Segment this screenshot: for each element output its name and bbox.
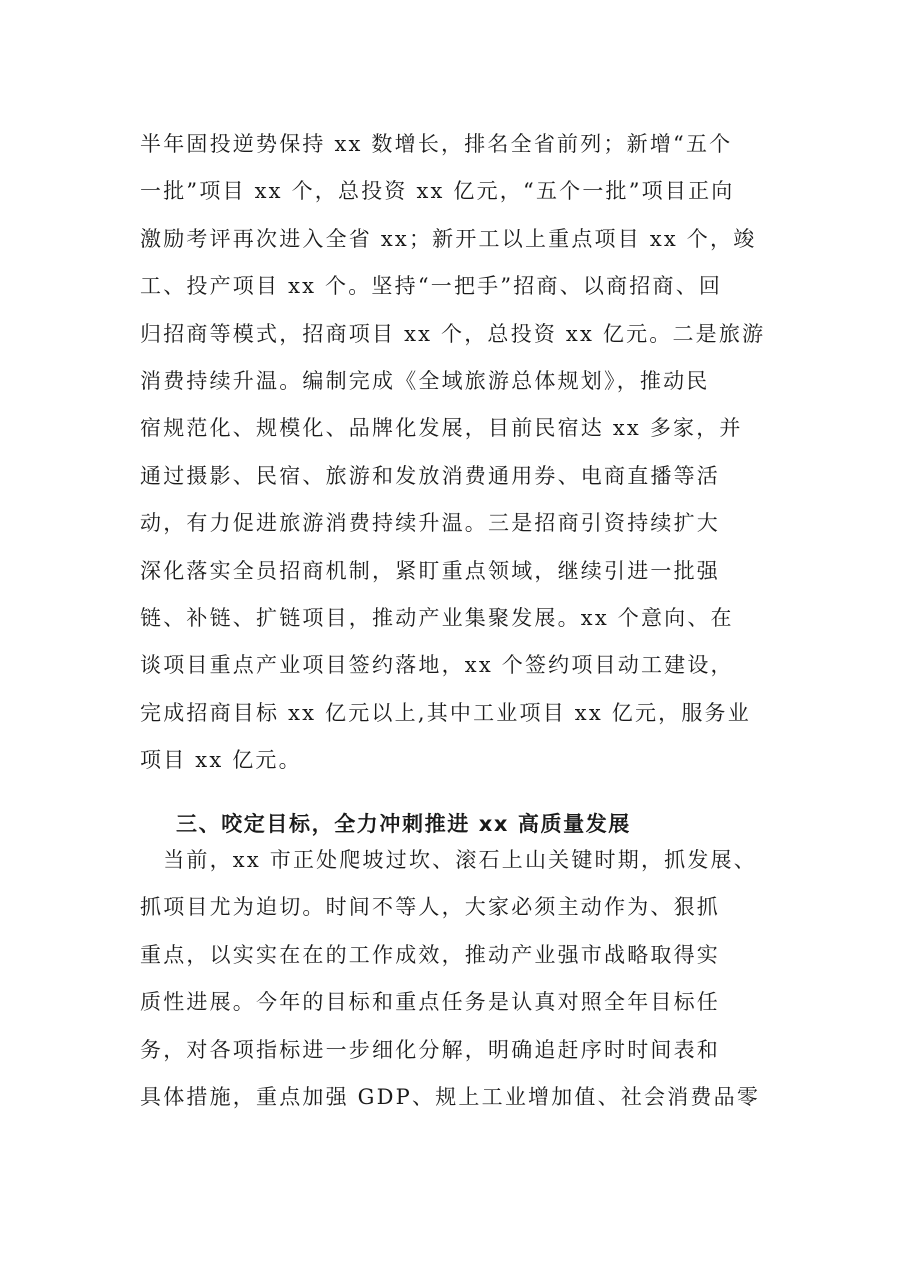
body-paragraph-2 xyxy=(140,837,780,1121)
paragraph-line: 完成招商目标 xx 亿元以上,其中工业项目 xx 亿元，服务业 xyxy=(140,700,751,725)
paragraph-line: 具体措施，重点加强 GDP、规上工业增加值、社会消费品零 xyxy=(140,1084,761,1109)
paragraph-line: 项目 xx 亿元。 xyxy=(140,748,302,773)
paragraph-line: 一批”项目 xx 个，总投资 xx 亿元，“五个一批”项目正向 xyxy=(140,179,735,204)
paragraph-line: 激励考评再次进入全省 xx；新开工以上重点项目 xx 个，竣 xyxy=(140,226,757,251)
paragraph-line: 抓项目尤为迫切。时间不等人，大家必须主动作为、狠抓 xyxy=(140,895,720,920)
paragraph-line: 通过摄影、民宿、旅游和发放消费通用券、电商直播等活 xyxy=(140,463,720,488)
section-heading: 三、咬定目标，全力冲刺推进 xx 高质量发展 xyxy=(176,812,631,836)
paragraph-line: 工、投产项目 xx 个。坚持“一把手”招商、以商招商、回 xyxy=(140,274,723,299)
paragraph-line: 当前，xx 市正处爬坡过坎、滚石上山关键时期，抓发展、 xyxy=(140,848,757,872)
paragraph-line: 宿规范化、规模化、品牌化发展，目前民宿达 xx 多家，并 xyxy=(140,416,743,441)
paragraph-line: 链、补链、扩链项目，推动产业集聚发展。xx 个意向、在 xyxy=(140,605,734,630)
paragraph-line: 务，对各项指标进一步细化分解，明确追赶序时时间表和 xyxy=(140,1037,720,1062)
paragraph-line: 深化落实全员招商机制，紧盯重点领域，继续引进一批强 xyxy=(140,558,720,583)
paragraph-line: 半年固投逆势保持 xx 数增长，排名全省前列；新增“五个 xyxy=(140,132,733,156)
paragraph-line: 谈项目重点产业项目签约落地，xx 个签约项目动工建设， xyxy=(140,653,734,678)
body-paragraph-1 xyxy=(140,121,780,784)
paragraph-line: 质性进展。今年的目标和重点任务是认真对照全年目标任 xyxy=(140,990,720,1015)
paragraph-line: 重点，以实实在在的工作成效，推动产业强市战略取得实 xyxy=(140,942,720,967)
paragraph-line: 动，有力促进旅游消费持续升温。三是招商引资持续扩大 xyxy=(140,511,720,536)
paragraph-line: 归招商等模式，招商项目 xx 个，总投资 xx 亿元。二是旅游 xyxy=(140,321,766,346)
paragraph-line: 消费持续升温。编制完成《全域旅游总体规划》，推动民 xyxy=(140,368,710,393)
